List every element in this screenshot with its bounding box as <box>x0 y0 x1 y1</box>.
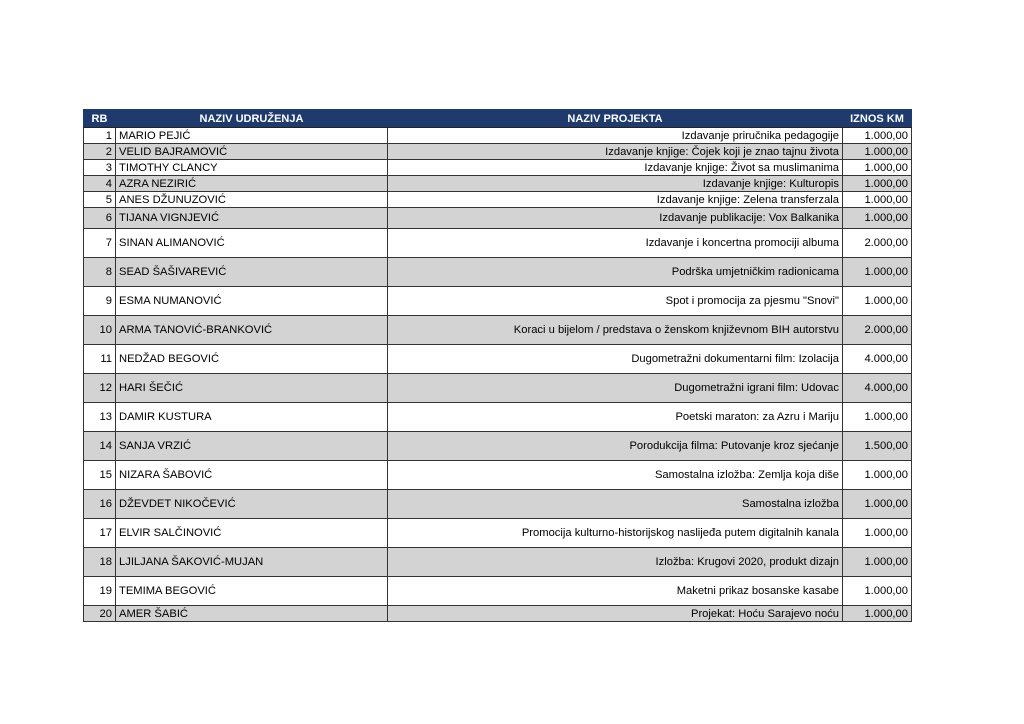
table-row <box>84 490 912 519</box>
amount: 1.000,00 <box>843 144 912 160</box>
association-name: DAMIR KUSTURA <box>116 403 388 432</box>
table-row <box>84 208 912 229</box>
project-name: Poetski maraton: za Azru i Mariju <box>388 403 843 432</box>
association-name: AMER ŠABIĆ <box>116 606 388 622</box>
project-name: Podrška umjetničkim radionicama <box>388 258 843 287</box>
row-number: 6 <box>84 208 116 229</box>
project-name: Izdavanje knjige: Život sa muslimanima <box>388 160 843 176</box>
row-number: 5 <box>84 192 116 208</box>
row-number: 17 <box>84 519 116 548</box>
amount: 1.000,00 <box>843 577 912 606</box>
row-number: 14 <box>84 432 116 461</box>
row-number: 18 <box>84 548 116 577</box>
project-name: Izdavanje knjige: Čojek koji je znao tajnu života <box>388 144 843 160</box>
amount: 1.000,00 <box>843 160 912 176</box>
amount: 2.000,00 <box>843 316 912 345</box>
project-name: Izložba: Krugovi 2020, produkt dizajn <box>388 548 843 577</box>
header-rb: RB <box>84 110 116 128</box>
project-name: Promocija kulturno-historijskog naslijeđa putem digitalnih kanala <box>388 519 843 548</box>
table-row <box>84 519 912 548</box>
project-name: Samostalna izložba <box>388 490 843 519</box>
table-row <box>84 345 912 374</box>
table-row <box>84 192 912 208</box>
table-row <box>84 432 912 461</box>
project-name: Koraci u bijelom / predstava o ženskom književnom BIH autorstvu <box>388 316 843 345</box>
association-name: VELID BAJRAMOVIĆ <box>116 144 388 160</box>
table-row <box>84 176 912 192</box>
header-project: NAZIV PROJEKTA <box>388 110 843 128</box>
project-name: Dugometražni igrani film: Udovac <box>388 374 843 403</box>
row-number: 3 <box>84 160 116 176</box>
header-association: NAZIV UDRUŽENJA <box>116 110 388 128</box>
row-number: 11 <box>84 345 116 374</box>
row-number: 19 <box>84 577 116 606</box>
association-name: AZRA NEZIRIĆ <box>116 176 388 192</box>
project-name: Porodukcija filma: Putovanje kroz sjećanje <box>388 432 843 461</box>
amount: 1.000,00 <box>843 519 912 548</box>
table-row <box>84 229 912 258</box>
row-number: 9 <box>84 287 116 316</box>
table-row <box>84 606 912 622</box>
project-name: Samostalna izložba: Zemlja koja diše <box>388 461 843 490</box>
project-name: Izdavanje i koncertna promociji albuma <box>388 229 843 258</box>
funding-table <box>83 109 912 622</box>
table-header-row <box>84 110 912 128</box>
row-number: 7 <box>84 229 116 258</box>
association-name: TIMOTHY CLANCY <box>116 160 388 176</box>
project-name: Izdavanje priručnika pedagogije <box>388 128 843 144</box>
association-name: SANJA VRZIĆ <box>116 432 388 461</box>
row-number: 12 <box>84 374 116 403</box>
association-name: ARMA TANOVIĆ-BRANKOVIĆ <box>116 316 388 345</box>
amount: 2.000,00 <box>843 229 912 258</box>
amount: 4.000,00 <box>843 374 912 403</box>
amount: 1.000,00 <box>843 192 912 208</box>
row-number: 10 <box>84 316 116 345</box>
project-name: Projekat: Hoću Sarajevo noću <box>388 606 843 622</box>
association-name: TEMIMA BEGOVIĆ <box>116 577 388 606</box>
association-name: ANES DŽUNUZOVIĆ <box>116 192 388 208</box>
association-name: MARIO PEJIĆ <box>116 128 388 144</box>
association-name: HARI ŠEČIĆ <box>116 374 388 403</box>
table-row <box>84 577 912 606</box>
table-row <box>84 258 912 287</box>
association-name: ELVIR SALČINOVIĆ <box>116 519 388 548</box>
association-name: DŽEVDET NIKOČEVIĆ <box>116 490 388 519</box>
row-number: 20 <box>84 606 116 622</box>
table-row <box>84 128 912 144</box>
association-name: SINAN ALIMANOVIĆ <box>116 229 388 258</box>
row-number: 2 <box>84 144 116 160</box>
table-row <box>84 144 912 160</box>
project-name: Izdavanje knjige: Kulturopis <box>388 176 843 192</box>
amount: 1.000,00 <box>843 403 912 432</box>
table-row <box>84 160 912 176</box>
amount: 1.000,00 <box>843 461 912 490</box>
header-amount: IZNOS KM <box>843 110 912 128</box>
project-name: Maketni prikaz bosanske kasabe <box>388 577 843 606</box>
table-row <box>84 316 912 345</box>
association-name: NEDŽAD BEGOVIĆ <box>116 345 388 374</box>
table-row <box>84 403 912 432</box>
row-number: 1 <box>84 128 116 144</box>
association-name: SEAD ŠAŠIVAREVIĆ <box>116 258 388 287</box>
amount: 1.000,00 <box>843 490 912 519</box>
association-name: LJILJANA ŠAKOVIĆ-MUJAN <box>116 548 388 577</box>
table-row <box>84 461 912 490</box>
project-name: Izdavanje publikacije: Vox Balkanika <box>388 208 843 229</box>
row-number: 15 <box>84 461 116 490</box>
table-row <box>84 374 912 403</box>
amount: 4.000,00 <box>843 345 912 374</box>
amount: 1.000,00 <box>843 258 912 287</box>
row-number: 4 <box>84 176 116 192</box>
amount: 1.000,00 <box>843 287 912 316</box>
association-name: TIJANA VIGNJEVIĆ <box>116 208 388 229</box>
amount: 1.000,00 <box>843 208 912 229</box>
amount: 1.000,00 <box>843 128 912 144</box>
row-number: 16 <box>84 490 116 519</box>
amount: 1.000,00 <box>843 548 912 577</box>
project-name: Izdavanje knjige: Zelena transferzala <box>388 192 843 208</box>
association-name: ESMA NUMANOVIĆ <box>116 287 388 316</box>
table-row <box>84 548 912 577</box>
row-number: 13 <box>84 403 116 432</box>
project-name: Dugometražni dokumentarni film: Izolacija <box>388 345 843 374</box>
project-name: Spot i promocija za pjesmu "Snovi" <box>388 287 843 316</box>
table-row <box>84 287 912 316</box>
amount: 1.000,00 <box>843 176 912 192</box>
association-name: NIZARA ŠABOVIĆ <box>116 461 388 490</box>
amount: 1.500,00 <box>843 432 912 461</box>
amount: 1.000,00 <box>843 606 912 622</box>
row-number: 8 <box>84 258 116 287</box>
